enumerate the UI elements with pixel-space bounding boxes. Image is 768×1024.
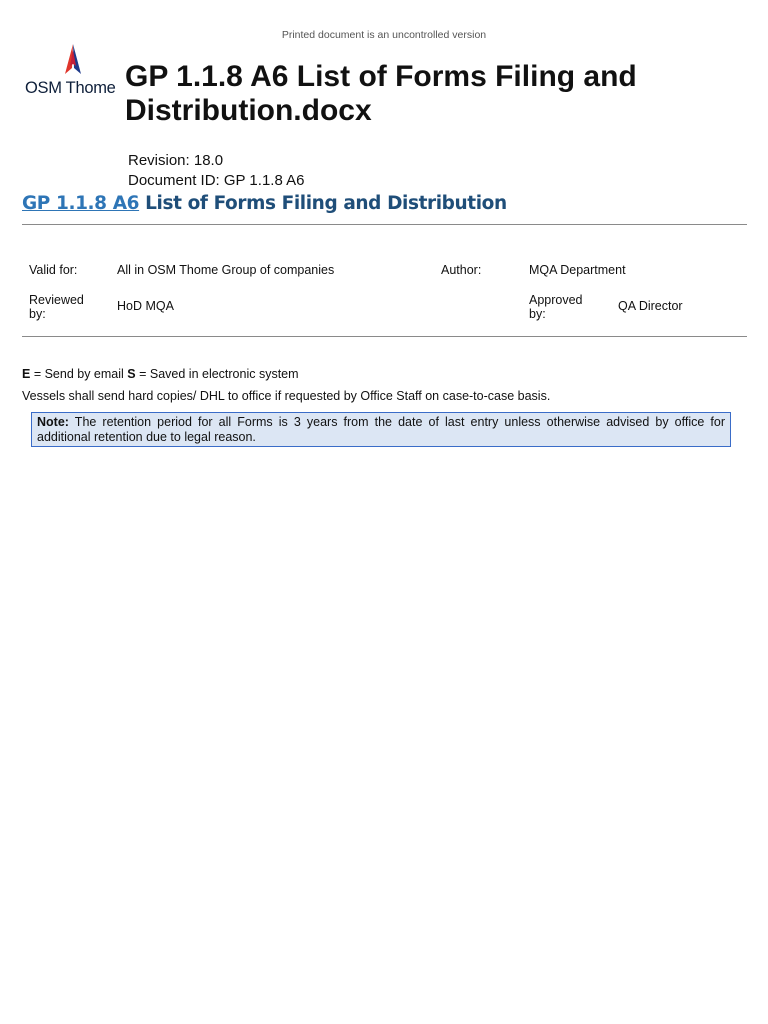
divider-bottom xyxy=(22,336,747,337)
reviewed-by-label xyxy=(29,293,84,321)
approved-by-label-line2: by: xyxy=(529,307,546,321)
note-label: Note: xyxy=(37,415,69,429)
divider-top xyxy=(22,224,747,225)
approved-by-label xyxy=(529,293,583,321)
osm-thome-logo xyxy=(25,44,125,100)
valid-for-label: Valid for: xyxy=(29,263,78,277)
legend-e-text: = Send by email xyxy=(30,367,128,381)
logo-sail-icon xyxy=(62,44,84,76)
note-text: The retention period for all Forms is 3 years from the date of last entry unless otherwise advised by office for additional retention due to legal reason. xyxy=(37,415,725,444)
section-heading-link[interactable]: GP 1.1.8 A6 xyxy=(22,193,140,214)
uncontrolled-version-note: Printed document is an uncontrolled version xyxy=(281,29,487,41)
valid-for-value: All in OSM Thome Group of companies xyxy=(117,263,335,277)
document-meta xyxy=(128,151,304,191)
reviewed-by-label-line2: by: xyxy=(29,307,46,321)
section-heading xyxy=(22,193,507,214)
document-id: Document ID: GP 1.1.8 A6 xyxy=(128,172,305,189)
reviewed-by-value: HoD MQA xyxy=(117,299,174,313)
vessels-instruction: Vessels shall send hard copies/ DHL to office if requested by Office Staff on case-to-case basis. xyxy=(22,389,551,403)
legend-s-key: S xyxy=(127,367,136,381)
author-label: Author: xyxy=(441,263,482,277)
document-title: GP 1.1.8 A6 List of Forms Filing and Distribution.docx xyxy=(125,60,637,127)
retention-note-box xyxy=(31,412,731,447)
author-value: MQA Department xyxy=(529,263,626,277)
approved-by-value: QA Director xyxy=(618,299,683,313)
legend-s-text: = Saved in electronic system xyxy=(135,367,299,381)
section-heading-text: List of Forms Filing and Distribution xyxy=(145,193,507,214)
revision: Revision: 18.0 xyxy=(128,152,224,169)
logo-text: OSM Thome xyxy=(25,79,116,97)
reviewed-by-label-line1: Reviewed xyxy=(29,293,84,307)
legend-line xyxy=(22,367,299,381)
approved-by-label-line1: Approved xyxy=(529,293,583,307)
legend-e-key: E xyxy=(22,367,31,381)
